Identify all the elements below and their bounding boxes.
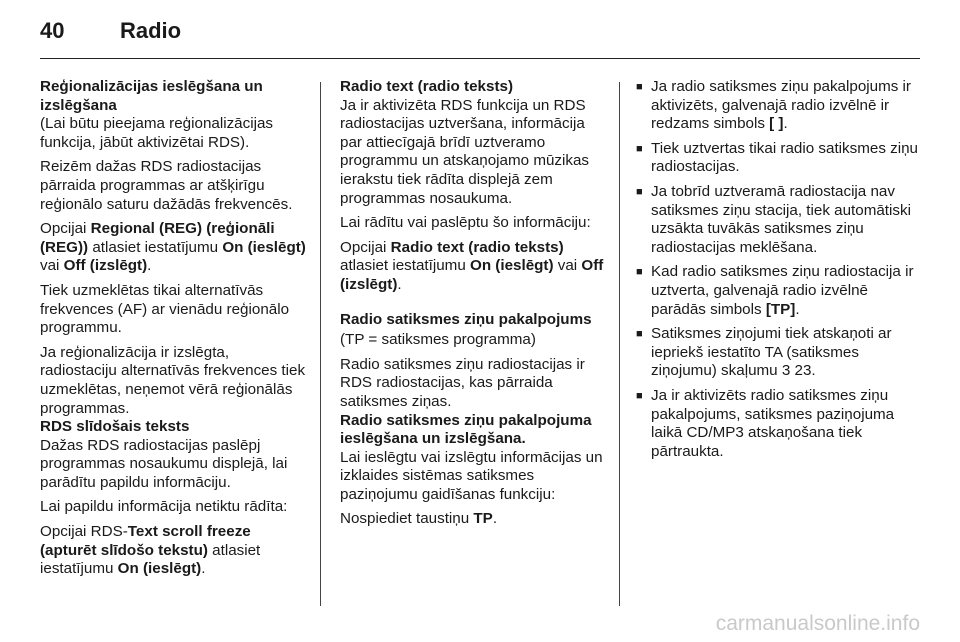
bullet-icon: ■ (636, 389, 643, 402)
bullet-icon: ■ (636, 185, 643, 198)
paragraph: Radio satiksmes ziņu radiostacijas ir RDS radiostacijas, kas pārraida satiksmes ziņas. (340, 355, 585, 410)
paragraph: Reizēm dažas RDS radiostacijas pārraida programmas ar atšķirīgu reģionālo saturu dažādās frekvencēs. (40, 158, 293, 213)
list-item: ■ Tiek uztvertas tikai radio satiksmes ziņu radiostacijas. (636, 139, 918, 176)
bullet-icon: ■ (636, 142, 643, 155)
list-item: ■ Kad radio satiksmes ziņu radiostacija ir uztverta, galvenajā radio izvēlnē parādās simbols [TP]. (636, 263, 914, 318)
paragraph: Lai rādītu vai paslēptu šo informāciju: (340, 214, 591, 232)
paragraph: Lai ieslēgtu vai izslēgtu informācijas un izklaides sistēmas satiksmes paziņojumu gaidīšanas funkciju: (340, 448, 603, 503)
bullet-icon: ■ (636, 328, 643, 341)
column-1 (40, 78, 310, 585)
bullet-icon: ■ (636, 81, 643, 93)
section-heading-radio-text: Radio text (radio teksts) (340, 78, 514, 95)
list-item: ■ Ja ir aktivizēts radio satiksmes ziņu pakalpojums, satiksmes paziņojuma laikā CD/MP3 atskaņošana tiek pārtraukta. (636, 386, 895, 460)
list-item: ■ Ja tobrīd uztveramā radiostacija nav satiksmes ziņu stacija, tiek automātiski uzsākta tuvākās satiksmes ziņu radiostacijas meklēšana. (636, 182, 911, 256)
paragraph: (Lai būtu pieejama reģionalizācijas funkcija, jābūt aktivizētai RDS). (40, 115, 274, 151)
section-heading-rds-scroll: RDS slīdošais teksts (40, 418, 190, 436)
list-item: ■ Ja radio satiksmes ziņu pakalpojums ir aktivizēts, galvenajā radio izvēlnē ir redzams simbols [ ]. (636, 78, 911, 133)
page-reference-icon: 3 (781, 362, 791, 380)
paragraph: Ja ir aktivizēta RDS funkcija un RDS radiostacijas uztveršana, informācija par attiecīgajā brīdī uztveramo programmu un atskaņojamo mūzikas ierakstu tiek rādīta displejā zem programmas nosaukuma. (340, 96, 590, 207)
column-2 (340, 78, 608, 535)
paragraph: Opcijai Regional (REG) (reģionāli (REG)) atlasiet iestatījumu On (ieslēgt) vai Off (izslēgt). (40, 220, 306, 275)
bullet-icon: ■ (636, 266, 643, 279)
section-heading-traffic-service: Radio satiksmes ziņu pakalpojums (340, 310, 592, 328)
paragraph: Opcijai RDS-Text scroll freeze (apturēt slīdošo tekstu) atlasiet iestatījumu On (ieslēgt). (40, 523, 261, 578)
paragraph: Ja reģionalizācija ir izslēgta, radiostaciju alternatīvās frekvences tiek uzmeklētas, neņemot vērā reģionālās programmas. (40, 343, 306, 417)
paragraph: Tiek uzmeklētas tikai alternatīvās frekvences (AF) ar vienādu reģionālo programmu. (40, 281, 290, 337)
page-number: 40 (40, 18, 65, 43)
page-title: Radio (120, 18, 182, 43)
column-3 (636, 78, 926, 467)
section-heading-traffic-toggle: Radio satiksmes ziņu pakalpojuma ieslēgšana un izslēgšana. (340, 411, 592, 448)
watermark: carmanualsonline.info (715, 612, 920, 635)
bullet-list (636, 78, 926, 461)
section-heading-regionalization: Reģionalizācijas ieslēgšana un izslēgšana (40, 78, 263, 114)
paragraph: Lai papildu informācija netiktu rādīta: (40, 498, 288, 516)
column-divider-2 (619, 82, 620, 606)
paragraph: (TP = satiksmes programma) (340, 331, 536, 349)
paragraph: Dažas RDS radiostacijas paslēpj programmas nosaukumu displejā, lai parādītu papildu informāciju. (40, 436, 288, 491)
paragraph: Nospiediet taustiņu TP. (340, 510, 498, 528)
header-rule (40, 58, 920, 59)
paragraph: Opcijai Radio text (radio teksts) atlasiet iestatījumu On (ieslēgt) vai Off (izslēgt). (340, 238, 604, 293)
list-item: ■ Satiksmes ziņojumi tiek atskaņoti ar iepriekš iestatīto TA (satiksmes ziņojumu) skaļumu 3 23. (636, 325, 892, 380)
column-divider-1 (320, 82, 321, 606)
